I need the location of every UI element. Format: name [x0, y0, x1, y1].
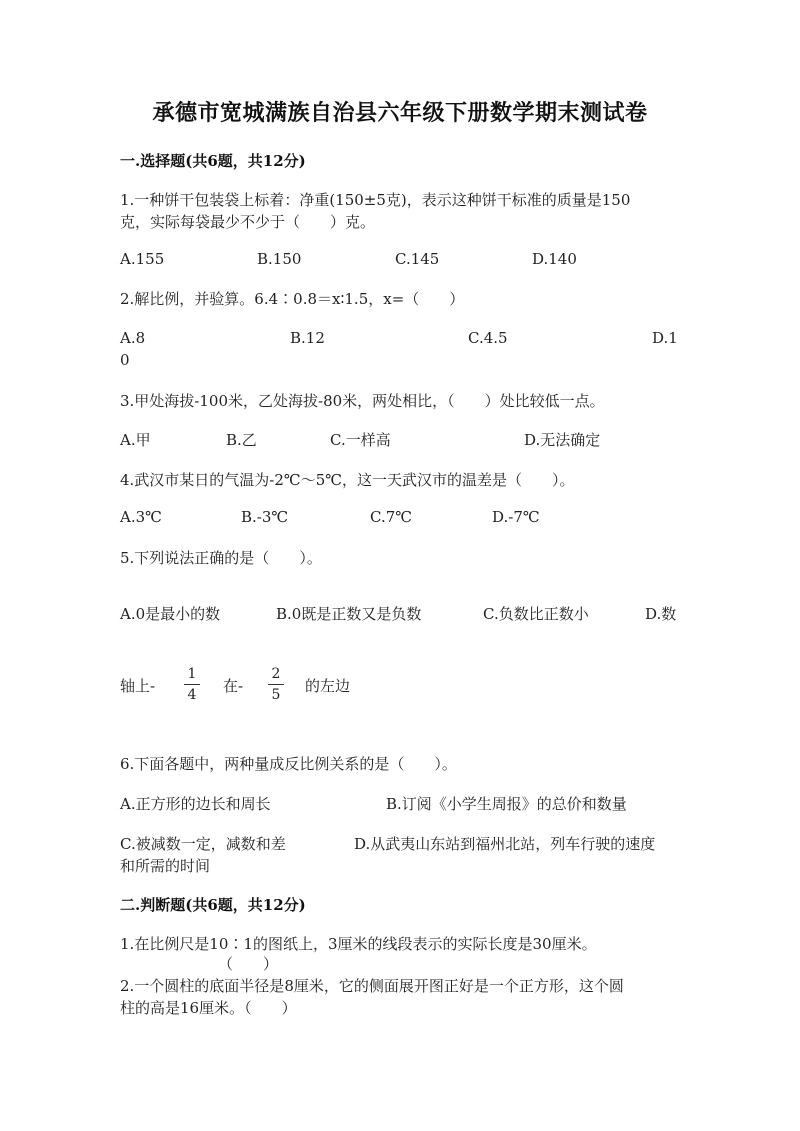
question-text: 克，实际每袋最少不少于（ ）克。 — [120, 213, 376, 231]
option-a: A.0是最小的数 — [120, 605, 221, 623]
fraction-denominator: 4 — [187, 687, 197, 703]
option-d: D.数 — [645, 605, 677, 623]
option-c: C.145 — [395, 250, 440, 268]
option-d-continued: 在- — [223, 677, 244, 695]
option-c: C.一样高 — [330, 431, 391, 449]
option-c: C.4.5 — [468, 329, 508, 347]
option-wrap: 和所需的时间 — [120, 857, 211, 875]
fraction-numerator: 1 — [187, 666, 197, 682]
option-c: C.负数比正数小 — [483, 605, 589, 623]
page-title: 承德市宽城满族自治县六年级下册数学期末测试卷 — [152, 100, 648, 126]
option-b: B.-3℃ — [241, 508, 289, 526]
question-text: 1.一种饼干包装袋上标着：净重(150±5克)，表示这种饼干标准的质量是150 — [120, 191, 631, 209]
fraction-bar — [184, 684, 200, 685]
question-text: 3.甲处海拔-100米，乙处海拔-80米，两处相比，（ ）处比较低一点。 — [120, 392, 605, 410]
option-a: A.甲 — [120, 431, 151, 449]
fraction-two-fifths — [268, 666, 284, 703]
option-b: B.乙 — [226, 431, 257, 449]
option-d: D.140 — [532, 250, 577, 268]
option-d: D.1 — [652, 329, 678, 347]
answer-blank: （ ） — [218, 955, 279, 973]
fraction-denominator: 5 — [271, 687, 281, 703]
fraction-one-quarter — [184, 666, 200, 703]
option-d: D.-7℃ — [492, 508, 540, 526]
option-c: C.被减数一定，减数和差 — [120, 835, 286, 853]
fraction-bar — [268, 684, 284, 685]
question-text: 1.在比例尺是10∶1的图纸上，3厘米的线段表示的实际长度是30厘米。 — [120, 935, 597, 953]
option-b: B.0既是正数又是负数 — [276, 605, 422, 623]
option-d-wrap: 0 — [120, 351, 130, 369]
fraction-numerator: 2 — [271, 666, 281, 682]
option-d: D.从武夷山东站到福州北站，列车行驶的速度 — [354, 835, 656, 853]
question-text: 5.下列说法正确的是（ ）。 — [120, 549, 322, 567]
option-d-continued: 的左边 — [305, 677, 351, 695]
option-c: C.7℃ — [370, 508, 413, 526]
question-text: 2.一个圆柱的底面半径是8厘米，它的侧面展开图正好是一个正方形，这个圆 — [120, 977, 624, 995]
question-text: 柱的高是16厘米。（ ） — [120, 999, 297, 1017]
question-text: 6.下面各题中，两种量成反比例关系的是（ ）。 — [120, 755, 457, 773]
question-text: 4.武汉市某日的气温为-2℃～5℃，这一天武汉市的温差是（ ）。 — [120, 471, 575, 489]
option-b: B.订阅《小学生周报》的总价和数量 — [386, 795, 627, 813]
option-d: D.无法确定 — [524, 431, 601, 449]
question-text: 2.解比例，并验算。6.4∶0.8＝x∶1.5，x=（ ） — [120, 290, 465, 308]
option-b: B.150 — [257, 250, 302, 268]
section-heading-judgement: 二.判断题(共6题，共12分) — [120, 896, 306, 914]
option-a: A.正方形的边长和周长 — [120, 795, 271, 813]
option-a: A.3℃ — [120, 508, 162, 526]
option-a: A.155 — [120, 250, 165, 268]
option-d-continued: 轴上- — [120, 677, 156, 695]
option-b: B.12 — [290, 329, 325, 347]
option-a: A.8 — [120, 329, 146, 347]
section-heading-choice: 一.选择题(共6题，共12分) — [120, 152, 306, 170]
